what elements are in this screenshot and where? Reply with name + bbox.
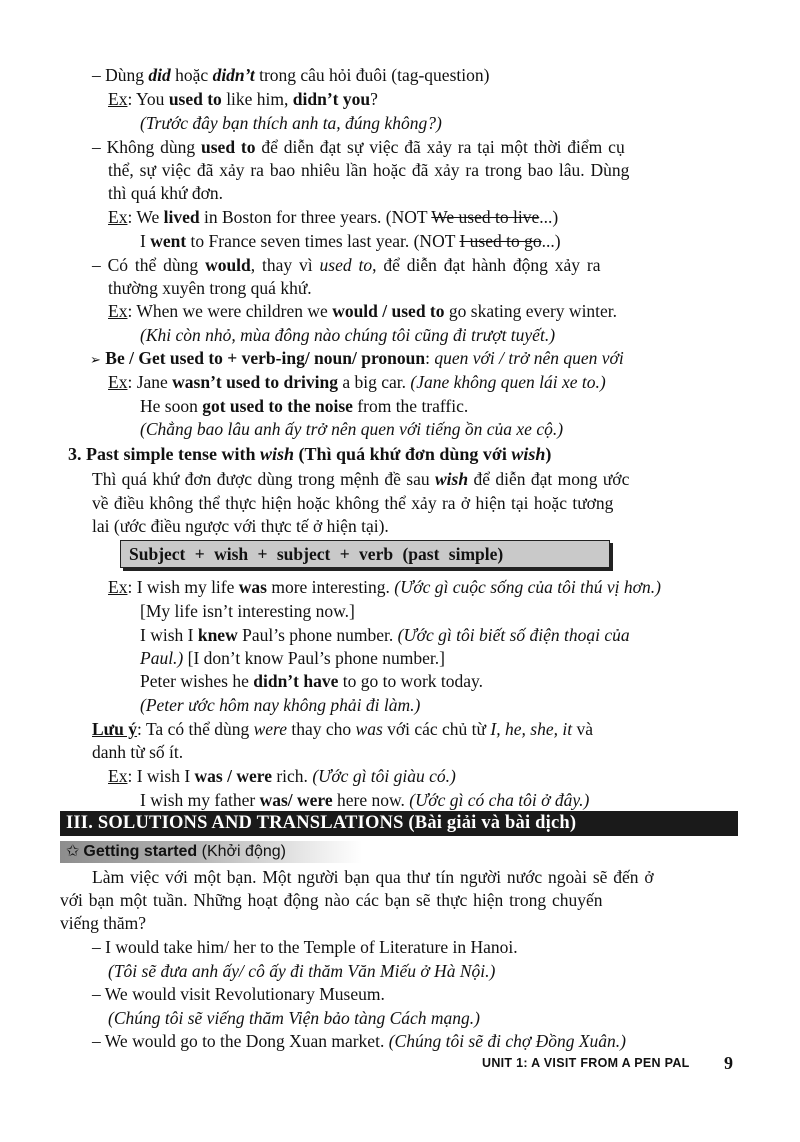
translation-line: (Tôi sẽ đưa anh ấy/ cô ấy đi thăm Văn Miếu ở Hà Nội.) [108,961,496,981]
page-number: 9 [724,1053,733,1073]
text-line: Làm việc với một bạn. Một người bạn qua thư tín người nước ngoài sẽ đến ở [92,867,654,887]
example-line: Ex: You used to like him, didn’t you? [108,89,378,109]
translation-line: (Trước đây bạn thích anh ta, đúng không?) [140,113,442,133]
example-line: I wish my father was/ were here now. (Ước gì có cha tôi ở đây.) [140,790,590,810]
note-line: Lưu ý: Ta có thể dùng were thay cho was với các chủ từ I, he, she, it và [92,719,593,739]
example-line: Ex: I wish I was / were rich. (Ước gì tôi giàu có.) [108,766,456,786]
example-line: I went to France seven times last year. (NOT I used to go...) [140,231,561,251]
text-line: viếng thăm? [60,913,147,933]
text-line: về điều không thể thực hiện hoặc không thể xảy ra ở hiện tại hoặc tương [92,493,614,513]
example-line: He soon got used to the noise from the traffic. [140,396,469,416]
text-line: – Không dùng used to để diễn đạt sự việc đã xảy ra tại một thời điểm cụ [92,137,625,157]
example-line: Ex: I wish my life was more interesting. (Ước gì cuộc sống của tôi thú vị hơn.) [108,577,661,597]
answer-line: – We would visit Revolutionary Museum. [92,984,385,1004]
text-line: Thì quá khứ đơn được dùng trong mệnh đề sau wish để diễn đạt mong ước [92,469,630,489]
example-line: Paul.) [I don’t know Paul’s phone number.] [140,648,445,668]
example-line: Ex: We lived in Boston for three years. (NOT We used to live...) [108,207,559,227]
text-line: thì quá khứ đơn. [108,183,223,203]
example-line: Ex: Jane wasn’t used to driving a big car. (Jane không quen lái xe to.) [108,372,606,392]
text-line: thường xuyên trong quá khứ. [108,278,312,298]
text-line: lai (ước điều ngược với thực tế ở hiện tại). [92,516,389,536]
answer-line: – We would go to the Dong Xuan market. (Chúng tôi sẽ đi chợ Đồng Xuân.) [92,1031,627,1051]
text-line: thể, sự việc đã xảy ra bao nhiêu lần hoặc đã xảy ra trong bao lâu. Dùng [108,160,630,180]
rule-line: ➢ Be / Get used to + verb-ing/ noun/ pronoun: quen với / trở nên quen với [90,348,624,368]
text-line: với bạn một tuần. Những hoạt động nào các bạn sẽ thực hiện trong chuyến [60,890,603,910]
example-line: Peter wishes he didn’t have to go to work today. [140,671,484,691]
formula-box: Subject + wish + subject + verb (past simple) [120,540,610,568]
arrow-icon: ➢ [90,352,101,367]
section-banner: III. SOLUTIONS AND TRANSLATIONS (Bài giải và bài dịch) [60,811,738,836]
running-footer: UNIT 1: A VISIT FROM A PEN PAL [482,1056,690,1070]
example-line: [My life isn’t interesting now.] [140,601,355,621]
example-line: Ex: When we were children we would / used to go skating every winter. [108,301,618,321]
star-icon: ✩ [66,843,80,860]
section-heading: 3. Past simple tense with wish (Thì quá khứ đơn dùng với wish) [68,444,552,464]
example-line: I wish I knew Paul’s phone number. (Ước gì tôi biết số điện thoại của [140,625,630,645]
translation-line: (Chúng tôi sẽ viếng thăm Viện bảo tàng Cách mạng.) [108,1008,480,1028]
text-line: – Dùng did hoặc didn’t trong câu hỏi đuôi (tag-question) [92,65,490,85]
note-line: danh từ số ít. [92,742,184,762]
answer-line: – I would take him/ her to the Temple of Literature in Hanoi. [92,937,518,957]
text-line: – Có thể dùng would, thay vì used to, để diễn đạt hành động xảy ra [92,255,601,275]
translation-line: (Chẳng bao lâu anh ấy trở nên quen với tiếng ồn của xe cộ.) [140,419,564,439]
translation-line: (Khi còn nhỏ, mùa đông nào chúng tôi cũng đi trượt tuyết.) [140,325,556,345]
getting-started-header: ✩ Getting started (Khởi động) [60,841,362,863]
translation-line: (Peter ước hôm nay không phải đi làm.) [140,695,421,715]
